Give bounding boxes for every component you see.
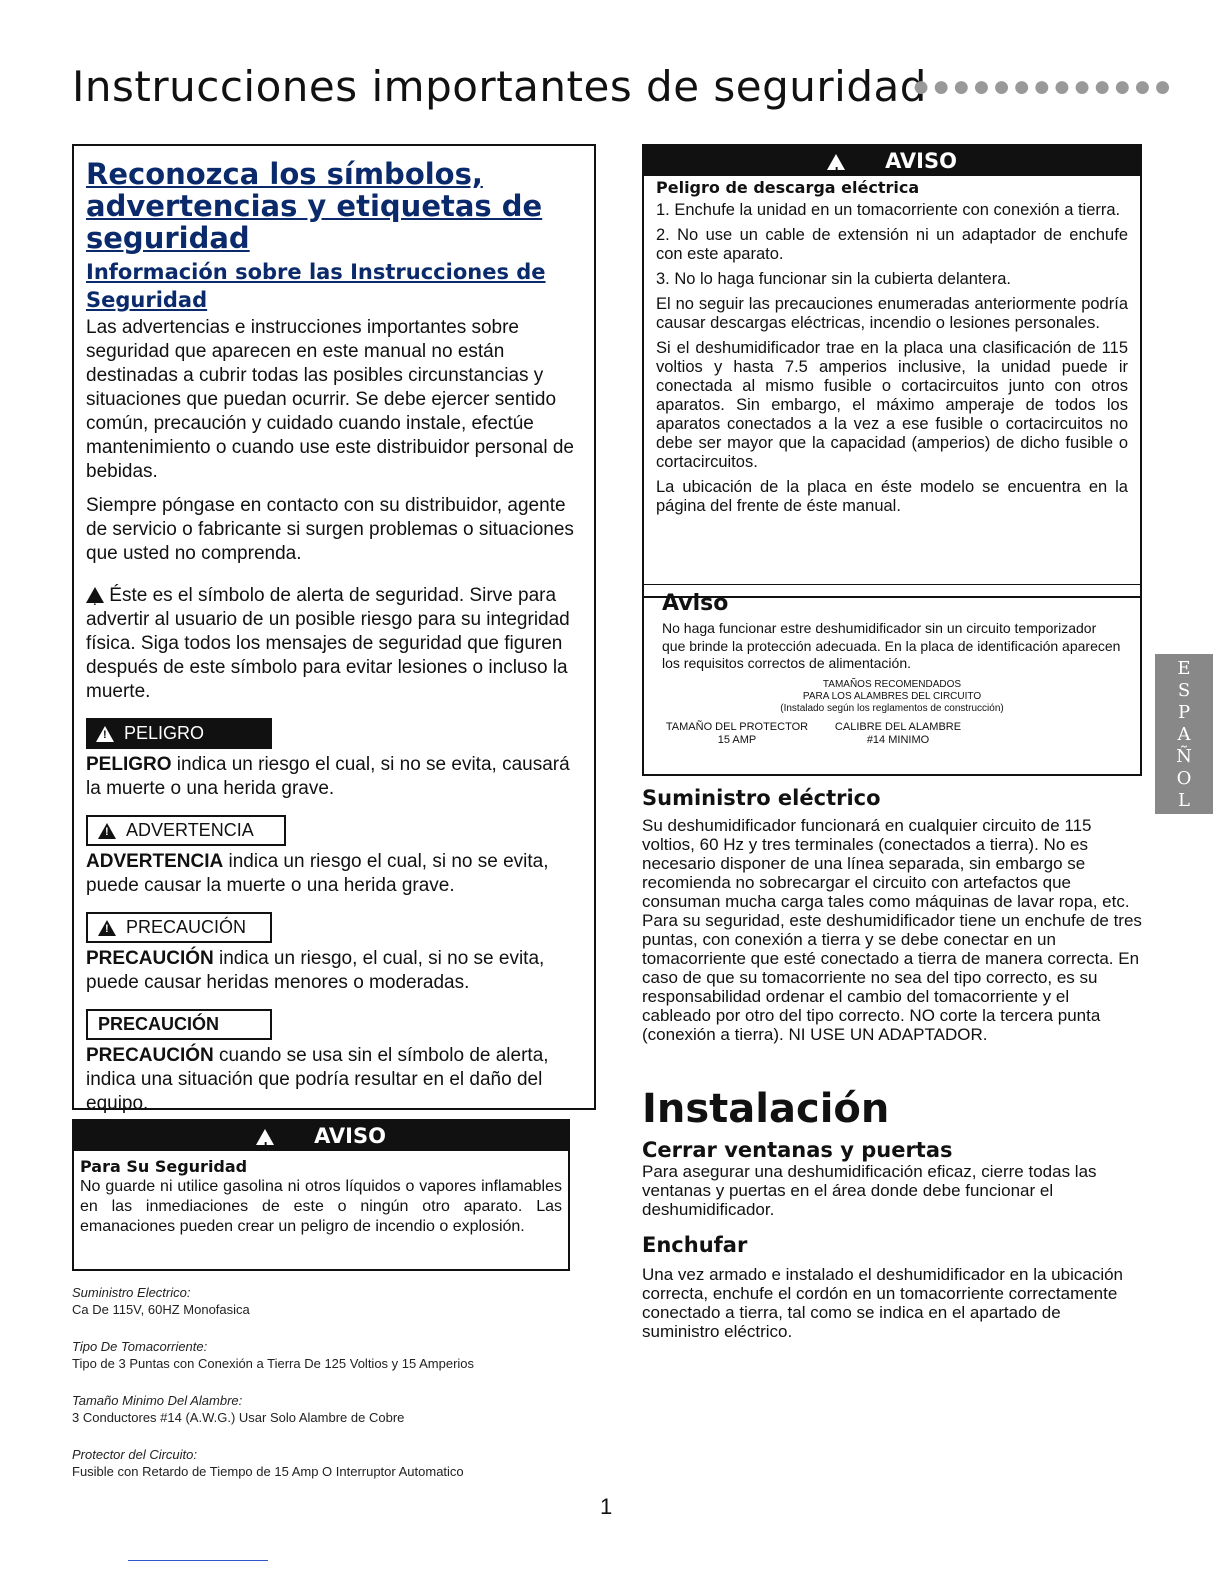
spec-value: Fusible con Retardo de Tiempo de 15 Amp O Interruptor Automatico	[72, 1464, 464, 1479]
advertencia-definition	[86, 850, 582, 898]
spec-item	[72, 1284, 572, 1318]
wire-table-row	[662, 721, 1122, 747]
aviso-title: Para Su Seguridad	[80, 1157, 248, 1176]
precaucion2-definition	[86, 1044, 582, 1116]
column-value: 15 AMP	[717, 733, 757, 746]
enchufar-text: Una vez armado e instalado el deshumidificador en la ubicación correcta, enchufe el cordón en un tomacorriente correctamente conectado a tierra, tal como se indica en el apartado de suministro eléctrico.	[642, 1265, 1124, 1341]
suministro-section	[642, 786, 1142, 1044]
tab-letter: L	[1178, 790, 1190, 811]
tab-letter: P	[1177, 702, 1191, 723]
electric-item-2: 2. No use un cable de extensión ni un adaptador de enchufe con este aparato.	[656, 226, 1128, 263]
peligro-label: PELIGRO	[124, 723, 205, 743]
precaucion-definition	[86, 947, 582, 995]
aviso2-title: Aviso	[662, 591, 729, 616]
alert-triangle-icon	[98, 920, 116, 936]
alert-symbol-paragraph	[86, 584, 582, 704]
footer-line	[128, 1560, 268, 1561]
protector-column	[662, 721, 812, 747]
precaucion-text: indica un riesgo, el cual, si no se evita, puede causar heridas menores o moderadas.	[86, 948, 545, 993]
instalacion-heading: Instalación	[642, 1086, 890, 1132]
precaucion2-label: PRECAUCIÓN	[98, 1014, 220, 1034]
alert-triangle-icon	[256, 1129, 274, 1145]
alert-triangle-icon	[827, 154, 845, 170]
title-dots: ●●●●●●●●●●●●●	[912, 70, 1174, 103]
page-title: Instrucciones importantes de seguridad	[72, 62, 927, 111]
column-head: CALIBRE DEL ALAMBRE	[834, 720, 962, 733]
alert-triangle-icon	[98, 823, 116, 839]
precaucion-word: PRECAUCIÓN	[86, 948, 214, 969]
electric-title: Peligro de descarga eléctrica	[656, 178, 920, 197]
cerrar-text: Para asegurar una deshumidificación eficaz, cierre todas las ventanas y puertas en el área donde debe funcionar el deshumidificador.	[642, 1162, 1097, 1219]
precaucion-signal	[86, 912, 272, 943]
contact-paragraph: Siempre póngase en contacto con su distribuidor, agente de servicio o fabricante si surgen problemas o situaciones que usted no comprenda.	[86, 495, 574, 564]
advertencia-label: ADVERTENCIA	[126, 820, 254, 840]
spec-item	[72, 1392, 572, 1426]
aviso-circuit-box	[642, 584, 1142, 776]
peligro-text: indica un riesgo el cual, si no se evita, causará la muerte o una herida grave.	[86, 754, 570, 799]
precaucion-label: PRECAUCIÓN	[126, 917, 247, 937]
table-head-line: TAMAÑOS RECOMENDADOS	[822, 678, 962, 690]
spec-value: Tipo de 3 Puntas con Conexión a Tierra De 125 Voltios y 15 Amperios	[72, 1356, 475, 1371]
aviso-electric-box	[642, 144, 1142, 598]
alert-triangle-icon	[86, 587, 104, 603]
wire-table-heading	[662, 679, 1122, 715]
page-number: 1	[600, 1494, 613, 1519]
table-head-line: PARA LOS ALAMBRES DEL CIRCUITO	[802, 690, 982, 702]
advertencia-signal	[86, 815, 286, 846]
alert-triangle-icon	[96, 726, 114, 742]
spec-label: Suministro Electrico:	[72, 1285, 191, 1300]
alert-symbol-text: Éste es el símbolo de alerta de seguridad. Sirve para advertir al usuario de un posible riesgo para su integridad física. Siga todos los mensajes de seguridad que figuren después de este símbolo para evitar lesiones o incluso la muerte.	[86, 585, 570, 702]
advertencia-word: ADVERTENCIA	[86, 851, 224, 872]
spec-label: Protector del Circuito:	[72, 1447, 197, 1462]
precaucion2-word: PRECAUCIÓN	[86, 1045, 214, 1066]
spec-value: Ca De 115V, 60HZ Monofasica	[72, 1302, 250, 1317]
spec-item	[72, 1446, 572, 1480]
electrical-specs	[72, 1284, 572, 1500]
spec-item	[72, 1338, 572, 1372]
aviso2-text: No haga funcionar estre deshumidificador sin un circuito temporizador que brinde la protección adecuada. En la placa de identificación aparecen los requisitos correctos de alimentación.	[662, 620, 1121, 671]
column-head: TAMAÑO DEL PROTECTOR	[665, 720, 809, 733]
enchufar-heading: Enchufar	[642, 1233, 748, 1257]
table-head-line: (Instalado según los reglamentos de construcción)	[780, 702, 1004, 714]
peligro-word: PELIGRO	[86, 754, 172, 775]
electric-item-3: 3. No lo haga funcionar sin la cubierta delantera.	[656, 270, 1011, 288]
precaucion2-text: cuando se usa sin el símbolo de alerta, indica una situación que podría resultar en el daño del equipo.	[86, 1045, 549, 1114]
spec-label: Tipo De Tomacorriente:	[72, 1339, 208, 1354]
suministro-heading: Suministro eléctrico	[642, 786, 881, 810]
tab-letter: S	[1177, 680, 1191, 701]
tab-letter: O	[1176, 768, 1192, 789]
language-side-tab	[1155, 654, 1213, 814]
electric-item-1: 1. Enchufe la unidad en un tomacorriente con conexión a tierra.	[656, 201, 1121, 219]
aviso-header-label: AVISO	[885, 149, 957, 173]
column-value: #14 MINIMO	[866, 733, 930, 746]
tab-letter: E	[1177, 658, 1191, 679]
peligro-definition	[86, 753, 582, 801]
precaucion-noalert-signal	[86, 1009, 272, 1040]
electric-para-2: Si el deshumidificador trae en la placa una clasificación de 115 voltios y hasta 7.5 amperios inclusive, la unidad puede ir conectada al mismo fusible o cortacircuitos junto con otros aparatos. Sin embargo, el máximo amperaje de todos los aparatos conectados a la vez a ese fusible o cortacircuitos no debe ser mayor que la capacidad (amperios) de dicho fusible o cortacircuitos.	[656, 339, 1128, 471]
electric-para-3: La ubicación de la placa en éste modelo se encuentra en la página del frente de éste manual.	[656, 478, 1128, 515]
aviso-header	[644, 146, 1140, 176]
aviso-header	[74, 1121, 568, 1151]
intro-paragraph: Las advertencias e instrucciones importantes sobre seguridad que aparecen en este manual no están destinadas a cubrir todas las posibles circunstancias y situaciones que puedan ocurrir. Se debe ejercer sentido común, precaución y cuidado cuando instale, efectúe mantenimiento o cuando use este distribuidor personal de bebidas.	[86, 317, 574, 482]
spec-label: Tamaño Minimo Del Alambre:	[72, 1393, 243, 1408]
instalacion-section	[642, 1138, 1142, 1341]
advertencia-text: indica un riesgo el cual, si no se evita, puede causar la muerte o una herida grave.	[86, 851, 549, 896]
suministro-text: Su deshumidificador funcionará en cualquier circuito de 115 voltios, 60 Hz y tres terminales (conectados a tierra). No es necesario disponer de una línea separada, sin embargo se recomienda no sobrecargar el circuito con artefactos que consuman mucha carga tales como máquinas de lavar ropa, etc. Para su seguridad, este deshumidificador tiene un enchufe de tres puntas, con conexión a tierra y se debe conectar en un tomacorriente que esté conectado a tierra de manera correcta. En caso de que su tomacorriente no sea del tipo correcto, es su responsabilidad ordenar el cambio del tomacorriente y el cableado por otro del tipo correcto. NO corte la tercera punta (conexión a tierra). NI USE UN ADAPTADOR.	[642, 816, 1142, 1044]
wire-column	[818, 721, 978, 747]
cerrar-heading: Cerrar ventanas y puertas	[642, 1138, 953, 1162]
aviso-safety-box	[72, 1119, 570, 1271]
aviso-text: No guarde ni utilice gasolina ni otros líquidos o vapores inflamables en las inmediaciones de este o ningún otro aparato. Las emanaciones pueden crear un peligro de incendio o explosión.	[80, 1178, 562, 1235]
spec-value: 3 Conductores #14 (A.W.G.) Usar Solo Alambre de Cobre	[72, 1410, 405, 1425]
peligro-signal	[86, 718, 272, 749]
electric-para-1: El no seguir las precauciones enumeradas anteriormente podría causar descargas eléctricas, incendio o lesiones personales.	[656, 295, 1128, 332]
tab-letter: Ñ	[1176, 746, 1192, 767]
aviso-header-label: AVISO	[314, 1124, 386, 1148]
tab-letter: A	[1177, 724, 1191, 745]
symbols-heading: Reconozca los símbolos, advertencias y etiquetas de seguridad	[86, 157, 543, 255]
info-subheading: Información sobre las Instrucciones de Seguridad	[86, 260, 546, 312]
safety-symbols-box	[72, 144, 596, 1114]
